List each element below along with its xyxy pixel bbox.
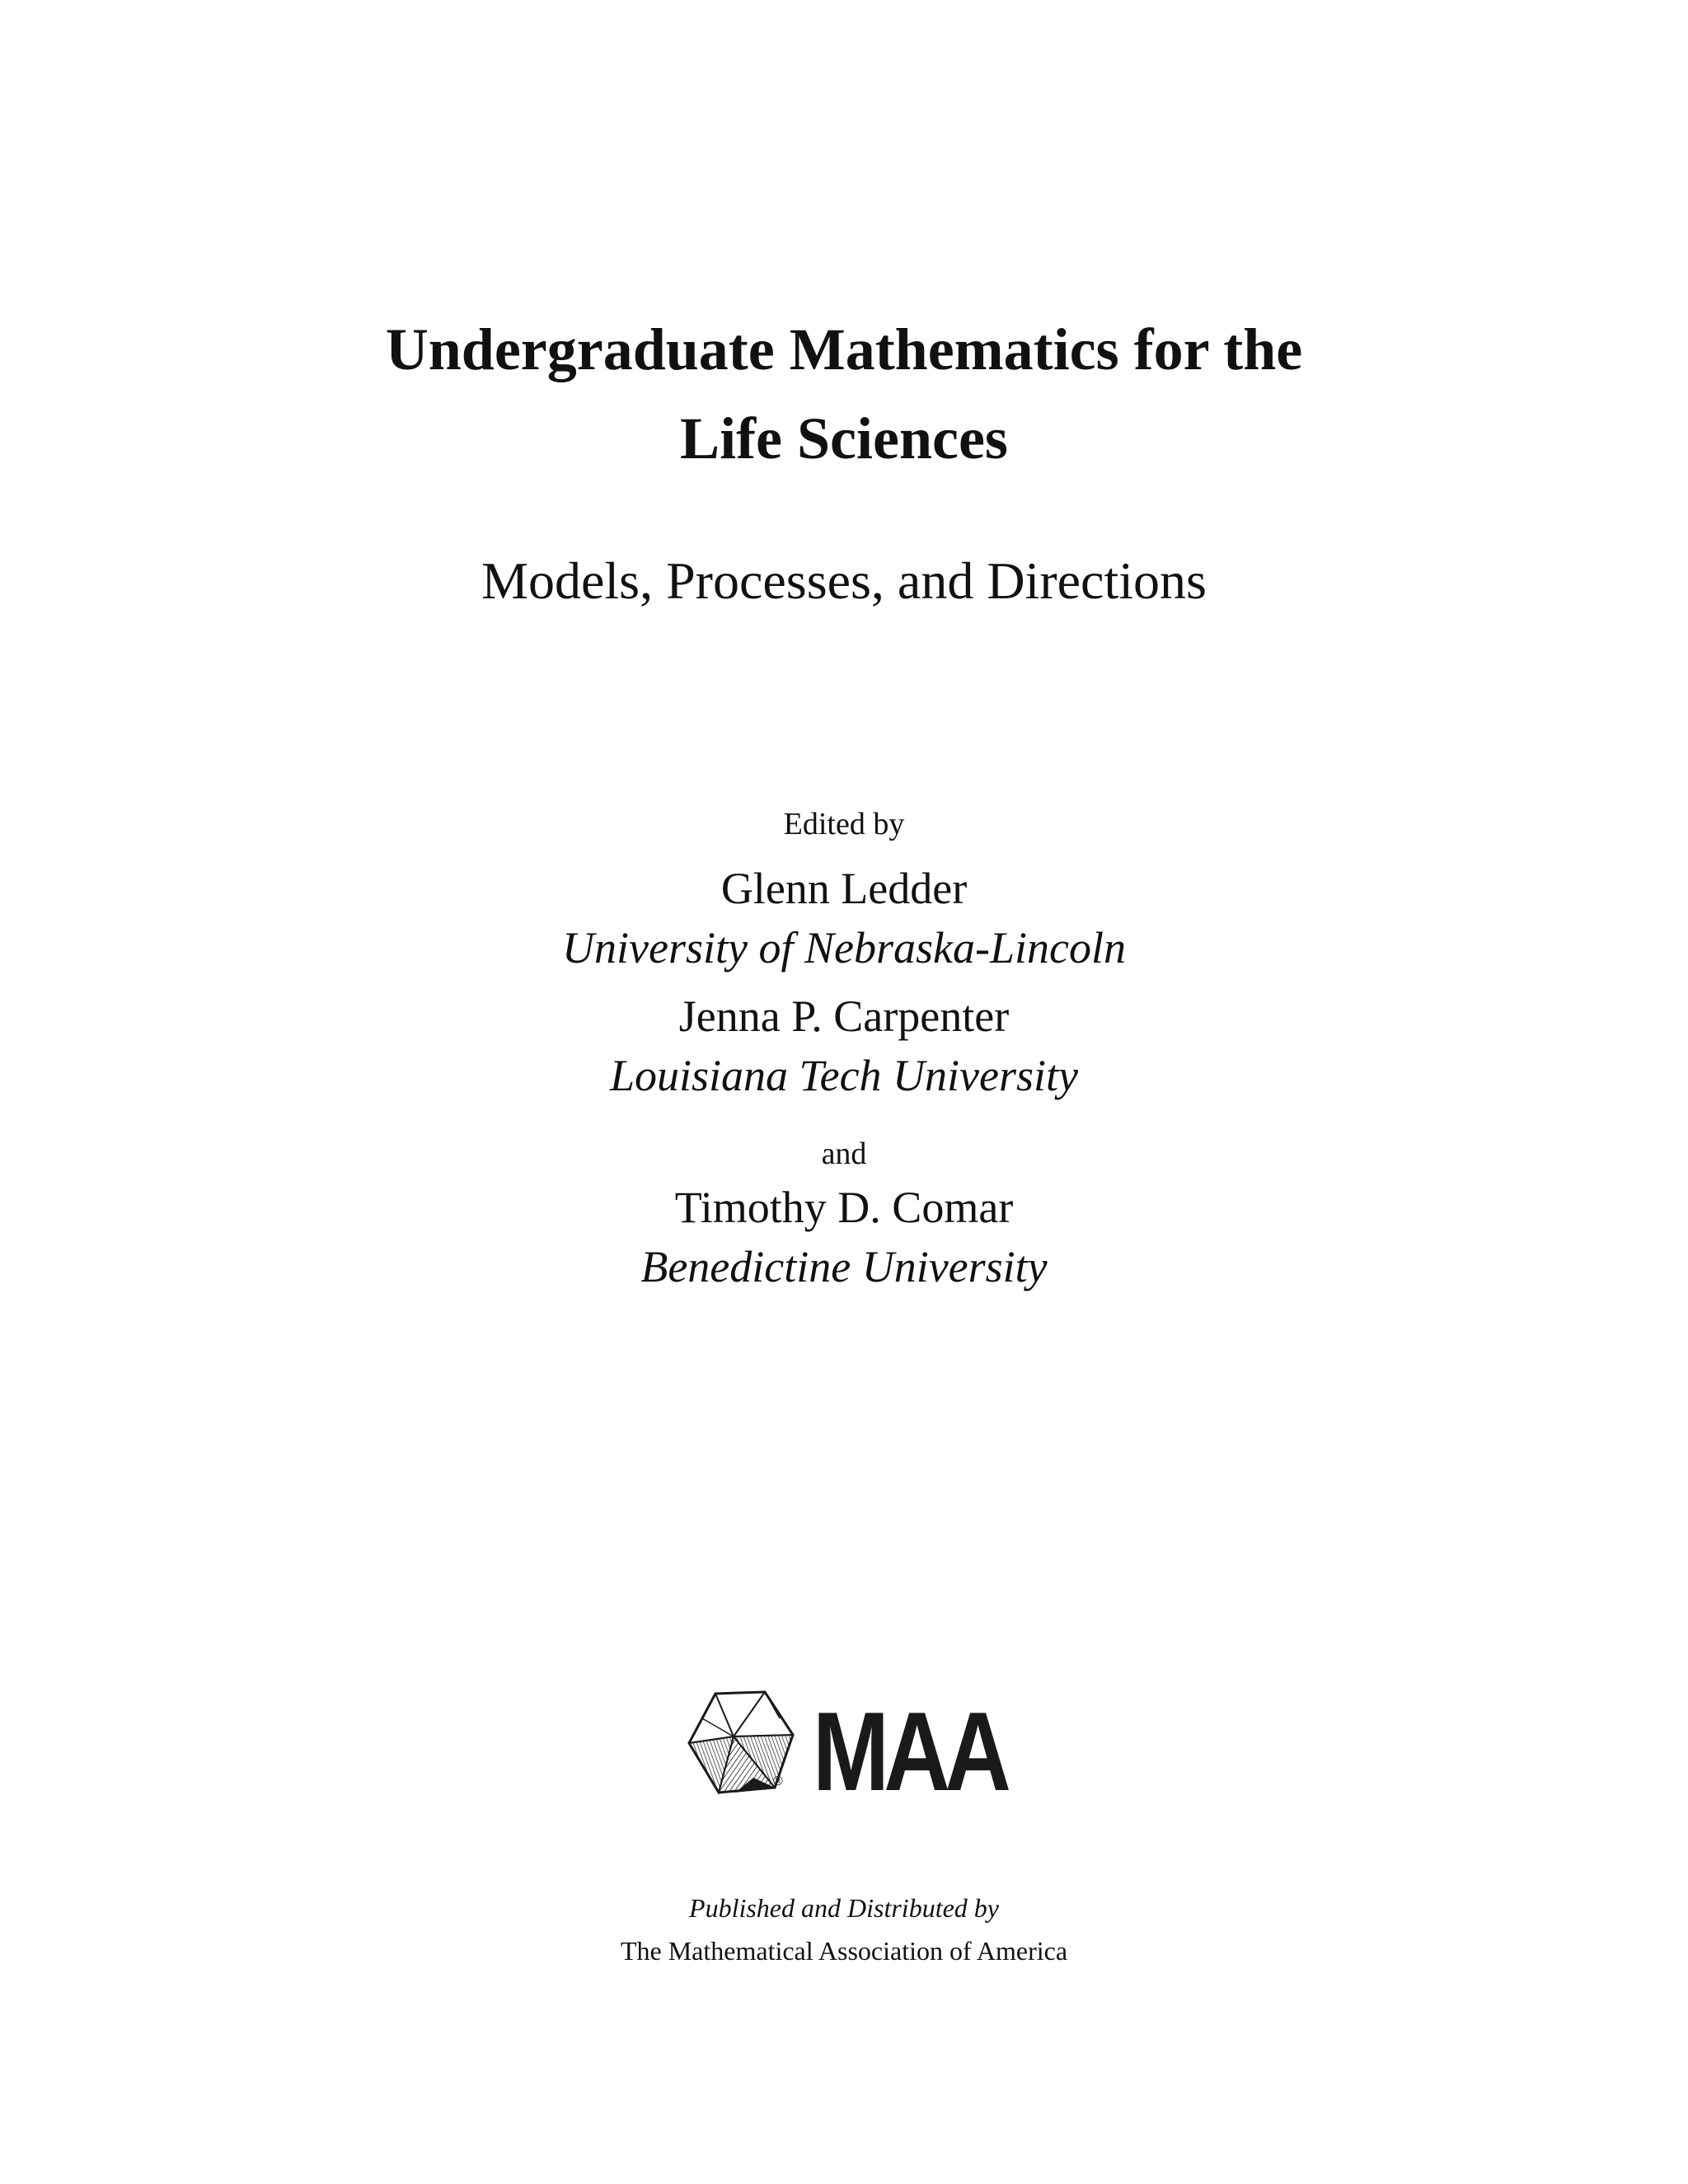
registered-mark: ® (773, 1774, 783, 1788)
title-line-1: Undergraduate Mathematics for the (385, 316, 1303, 382)
editor-name-3: Timothy D. Comar (674, 1183, 1014, 1232)
editor-name-1: Glenn Ledder (720, 864, 968, 913)
published-by-label: Published and Distributed by (689, 1893, 999, 1923)
title-line-2: Life Sciences (680, 405, 1008, 471)
editor-affiliation-2: Louisiana Tech University (609, 1051, 1078, 1100)
book-subtitle: Models, Processes, and Directions (481, 551, 1207, 610)
book-title (0, 305, 1688, 483)
maa-logo (682, 1685, 1012, 1814)
edited-by-label: Edited by (783, 807, 905, 841)
publisher-name: The Mathematical Association of America (620, 1936, 1068, 1966)
editor-affiliation-3: Benedictine University (640, 1242, 1048, 1291)
and-connector: and (821, 1137, 867, 1171)
editor-name-2: Jenna P. Carpenter (678, 991, 1010, 1041)
maa-wordmark: MAA (813, 1689, 1006, 1814)
editor-affiliation-1: University of Nebraska-Lincoln (562, 923, 1126, 972)
